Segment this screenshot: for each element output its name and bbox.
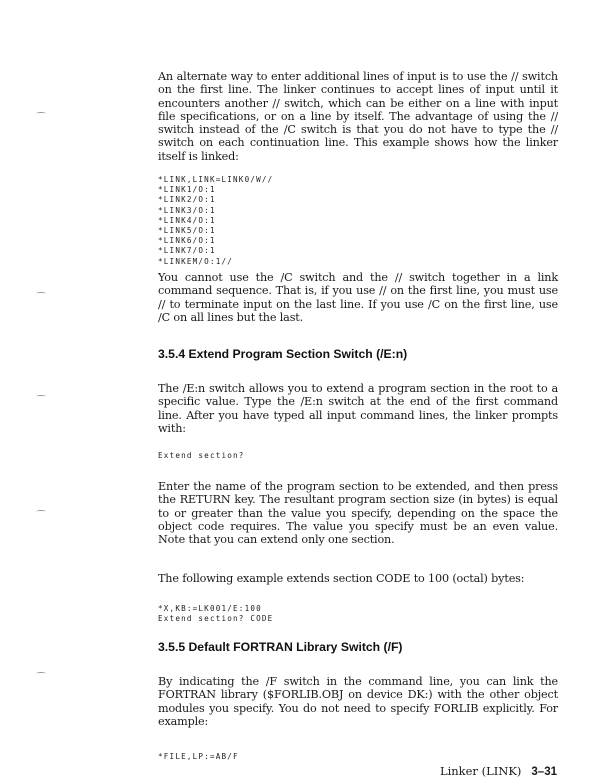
code-extend-prompt: Extend section? (158, 451, 245, 460)
section-heading-3-5-5: 3.5.5 Default FORTRAN Library Switch (/F) (158, 640, 403, 654)
page-footer (420, 764, 557, 778)
page-number: 3–31 (531, 766, 557, 778)
page-curl-mark (36, 112, 46, 115)
page-curl-mark (36, 395, 46, 398)
paragraph-double-slash-switch: An alternate way to enter additional lines of input is to use the // switch on the first line. The linker continues to accept lines of input until it encounters another // switch, which can be either on a line with input file specifications, or on a line by itself. The advantage of using the // switch instead of the /C switch is that you do not have to type the // switch on each continuation line. This example shows how the linker itself is linked: (158, 70, 558, 163)
paragraph-extend-details: Enter the name of the program section to be extended, and then press the RETURN key. The resultant program section size (in bytes) is equal to or greater than the value you specify, depending on the space the object code requires. The value you specify must be an even value. Note that you can extend only one section. (158, 480, 558, 547)
code-fortran-example: *FILE,LP:=AB/F (158, 752, 239, 761)
page-curl-mark (36, 510, 46, 513)
paragraph-extend-switch: The /E:n switch allows you to extend a program section in the root to a specific value. Type the /E:n switch at the end of the first command line. After you have typed all input command lines, the linker prompts with: (158, 382, 558, 435)
paragraph-switch-restriction: You cannot use the /C switch and the // switch together in a link command sequence. That is, if you use // on the first line, you must use // to terminate input on the last line. If you use /C on the first line, use /C on all lines but the last. (158, 271, 558, 324)
code-linker-example: *LINK,LINK=LINK0/W// *LINK1/O:1 *LINK2/O:1 *LINK3/O:1 *LINK4/O:1 *LINK5/O:1 *LINK6/O:1 *LINK7/O:1 *LINKEM/O:1// (158, 175, 274, 266)
paragraph-fortran-switch: By indicating the /F switch in the command line, you can link the FORTRAN library ($FORLIB.OBJ on device DK:) with the other object modules you specify. You do not need to specify FORLIB explicitly. For example: (158, 675, 558, 728)
section-heading-3-5-4: 3.5.4 Extend Program Section Switch (/E:n) (158, 347, 408, 361)
page-curl-mark (36, 292, 46, 295)
code-extend-example: *X,KB:=LK001/E:100 Extend section? CODE (158, 604, 274, 624)
footer-title: Linker (LINK) (439, 764, 522, 778)
page-curl-mark (36, 672, 46, 675)
paragraph-extend-example-intro: The following example extends section CODE to 100 (octal) bytes: (158, 572, 525, 585)
